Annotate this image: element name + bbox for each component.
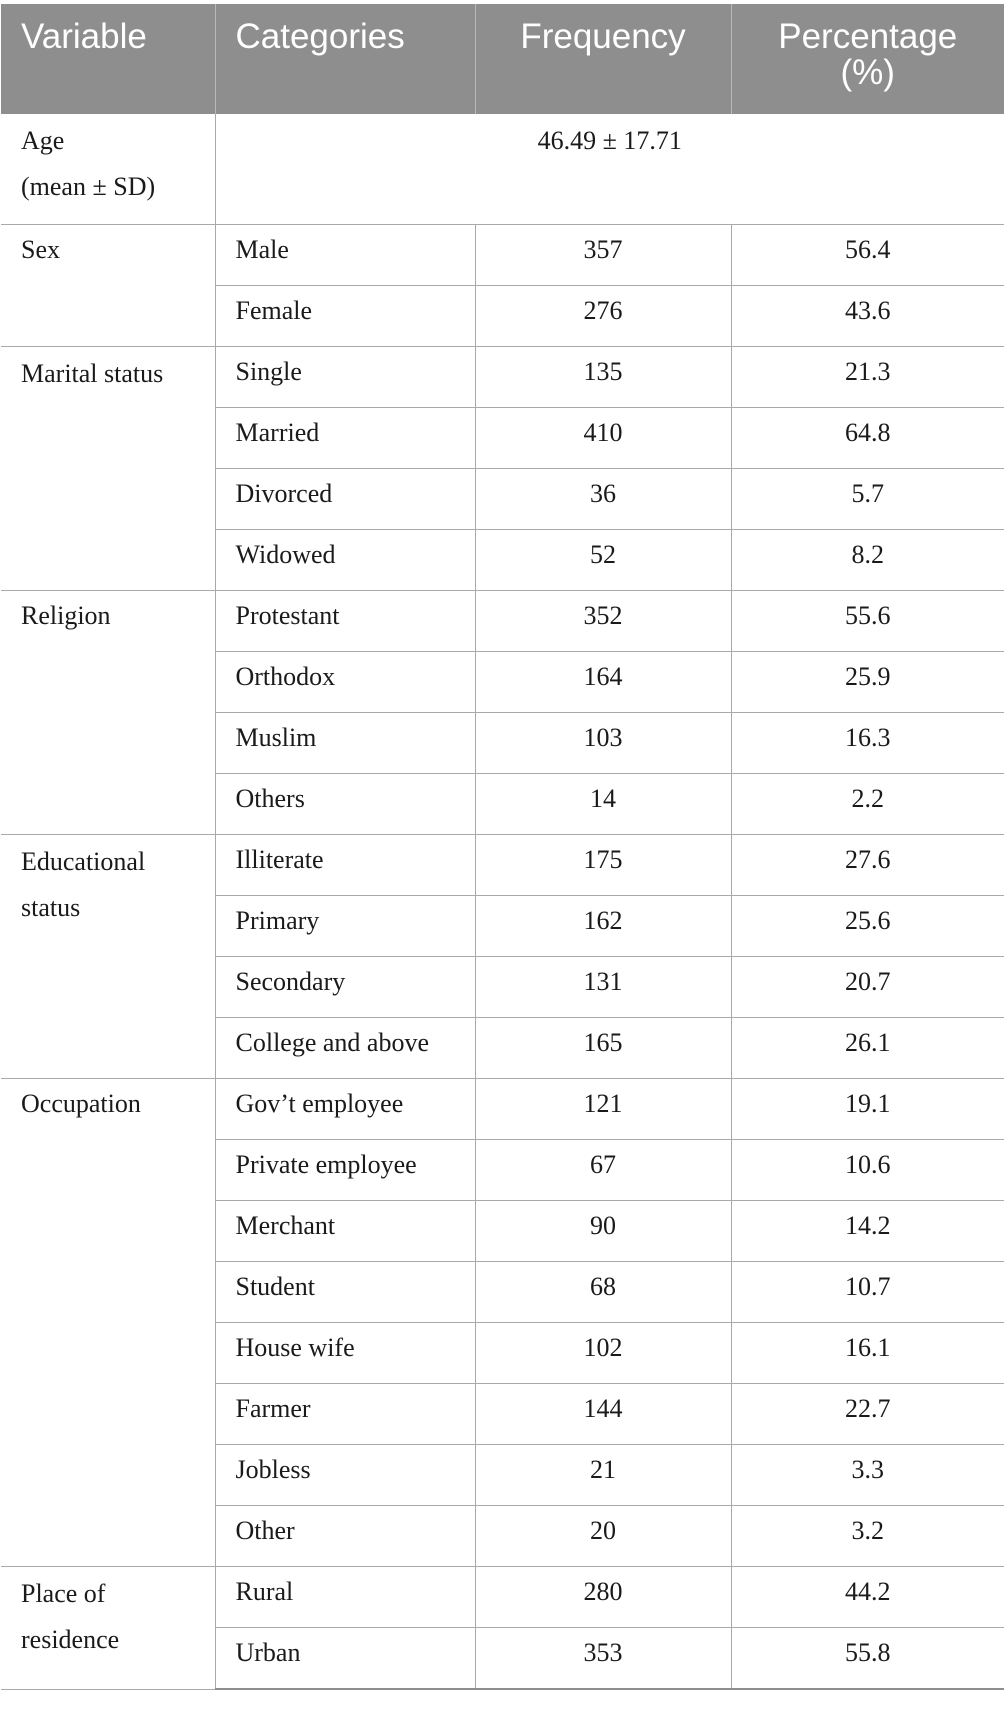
frequency-cell: 21 — [475, 1445, 731, 1506]
frequency-cell: 175 — [475, 835, 731, 896]
frequency-cell: 165 — [475, 1018, 731, 1079]
category-cell: Other — [215, 1506, 475, 1567]
percentage-cell: 10.6 — [731, 1140, 1004, 1201]
variable-cell: Occupation — [1, 1079, 215, 1567]
category-cell: Female — [215, 286, 475, 347]
frequency-cell: 353 — [475, 1628, 731, 1690]
age-value: 46.49 ± 17.71 — [537, 126, 682, 155]
category-cell: Muslim — [215, 713, 475, 774]
header-percentage-label — [752, 4, 985, 91]
frequency-cell: 164 — [475, 652, 731, 713]
header-row — [1, 4, 1004, 114]
percentage-cell: 16.1 — [731, 1323, 1004, 1384]
table-row — [1, 591, 1004, 652]
frequency-cell: 131 — [475, 957, 731, 1018]
category-cell: Orthodox — [215, 652, 475, 713]
frequency-cell: 67 — [475, 1140, 731, 1201]
percentage-cell: 43.6 — [731, 286, 1004, 347]
percentage-cell: 22.7 — [731, 1384, 1004, 1445]
table-row — [1, 1079, 1004, 1140]
table-row — [1, 1567, 1004, 1628]
demographics-table — [1, 4, 1004, 1690]
percentage-cell: 19.1 — [731, 1079, 1004, 1140]
percentage-cell: 16.3 — [731, 713, 1004, 774]
frequency-cell: 357 — [475, 225, 731, 286]
variable-cell: Sex — [1, 225, 215, 347]
category-cell: Primary — [215, 896, 475, 957]
category-cell: Widowed — [215, 530, 475, 591]
percentage-cell: 8.2 — [731, 530, 1004, 591]
percentage-cell: 25.9 — [731, 652, 1004, 713]
table-row — [1, 835, 1004, 896]
frequency-cell: 121 — [475, 1079, 731, 1140]
category-cell: Married — [215, 408, 475, 469]
header-variable-label: Variable — [21, 17, 147, 56]
percentage-cell: 3.2 — [731, 1506, 1004, 1567]
frequency-cell: 102 — [475, 1323, 731, 1384]
frequency-cell: 144 — [475, 1384, 731, 1445]
age-value-cell — [215, 114, 1004, 225]
frequency-cell: 410 — [475, 408, 731, 469]
percentage-cell: 55.6 — [731, 591, 1004, 652]
table-row — [1, 347, 1004, 408]
variable-cell: Marital status — [1, 347, 215, 591]
category-cell: Urban — [215, 1628, 475, 1690]
category-cell: College and above — [215, 1018, 475, 1079]
frequency-cell: 68 — [475, 1262, 731, 1323]
frequency-cell: 90 — [475, 1201, 731, 1262]
percentage-cell: 56.4 — [731, 225, 1004, 286]
category-cell: Merchant — [215, 1201, 475, 1262]
category-cell: Private employee — [215, 1140, 475, 1201]
header-categories-label: Categories — [235, 17, 405, 56]
category-cell: Protestant — [215, 591, 475, 652]
percentage-cell: 10.7 — [731, 1262, 1004, 1323]
age-label-line1: Age — [21, 126, 65, 155]
frequency-cell: 52 — [475, 530, 731, 591]
table-row-age — [1, 114, 1004, 225]
percentage-cell: 44.2 — [731, 1567, 1004, 1628]
header-percentage — [731, 4, 1004, 114]
header-variable — [1, 4, 215, 114]
variable-cell: Place of residence — [1, 1567, 215, 1690]
age-label-line2: (mean ± SD) — [21, 172, 156, 201]
frequency-cell: 352 — [475, 591, 731, 652]
category-cell: Secondary — [215, 957, 475, 1018]
table-header — [1, 4, 1004, 114]
category-cell: Rural — [215, 1567, 475, 1628]
frequency-cell: 135 — [475, 347, 731, 408]
header-percentage-line1: Percentage — [778, 17, 958, 56]
percentage-cell: 3.3 — [731, 1445, 1004, 1506]
category-cell: Male — [215, 225, 475, 286]
category-cell: Divorced — [215, 469, 475, 530]
frequency-cell: 14 — [475, 774, 731, 835]
percentage-cell: 2.2 — [731, 774, 1004, 835]
category-cell: Others — [215, 774, 475, 835]
percentage-cell: 64.8 — [731, 408, 1004, 469]
header-frequency-label: Frequency — [520, 17, 686, 56]
percentage-cell: 25.6 — [731, 896, 1004, 957]
category-cell: Gov’t employee — [215, 1079, 475, 1140]
category-cell: Illiterate — [215, 835, 475, 896]
category-cell: Farmer — [215, 1384, 475, 1445]
percentage-cell: 21.3 — [731, 347, 1004, 408]
variable-cell: Religion — [1, 591, 215, 835]
category-cell: Single — [215, 347, 475, 408]
category-cell: Jobless — [215, 1445, 475, 1506]
age-label-cell — [1, 114, 215, 225]
percentage-cell: 55.8 — [731, 1628, 1004, 1690]
percentage-cell: 27.6 — [731, 835, 1004, 896]
table-body — [1, 114, 1004, 1689]
frequency-cell: 162 — [475, 896, 731, 957]
category-cell: Student — [215, 1262, 475, 1323]
header-frequency — [475, 4, 731, 114]
variable-cell: Educational status — [1, 835, 215, 1079]
frequency-cell: 36 — [475, 469, 731, 530]
header-percentage-line2: (%) — [840, 53, 895, 92]
percentage-cell: 14.2 — [731, 1201, 1004, 1262]
frequency-cell: 276 — [475, 286, 731, 347]
percentage-cell: 26.1 — [731, 1018, 1004, 1079]
category-cell: House wife — [215, 1323, 475, 1384]
header-categories — [215, 4, 475, 114]
table-row — [1, 225, 1004, 286]
percentage-cell: 5.7 — [731, 469, 1004, 530]
percentage-cell: 20.7 — [731, 957, 1004, 1018]
frequency-cell: 280 — [475, 1567, 731, 1628]
frequency-cell: 20 — [475, 1506, 731, 1567]
frequency-cell: 103 — [475, 713, 731, 774]
